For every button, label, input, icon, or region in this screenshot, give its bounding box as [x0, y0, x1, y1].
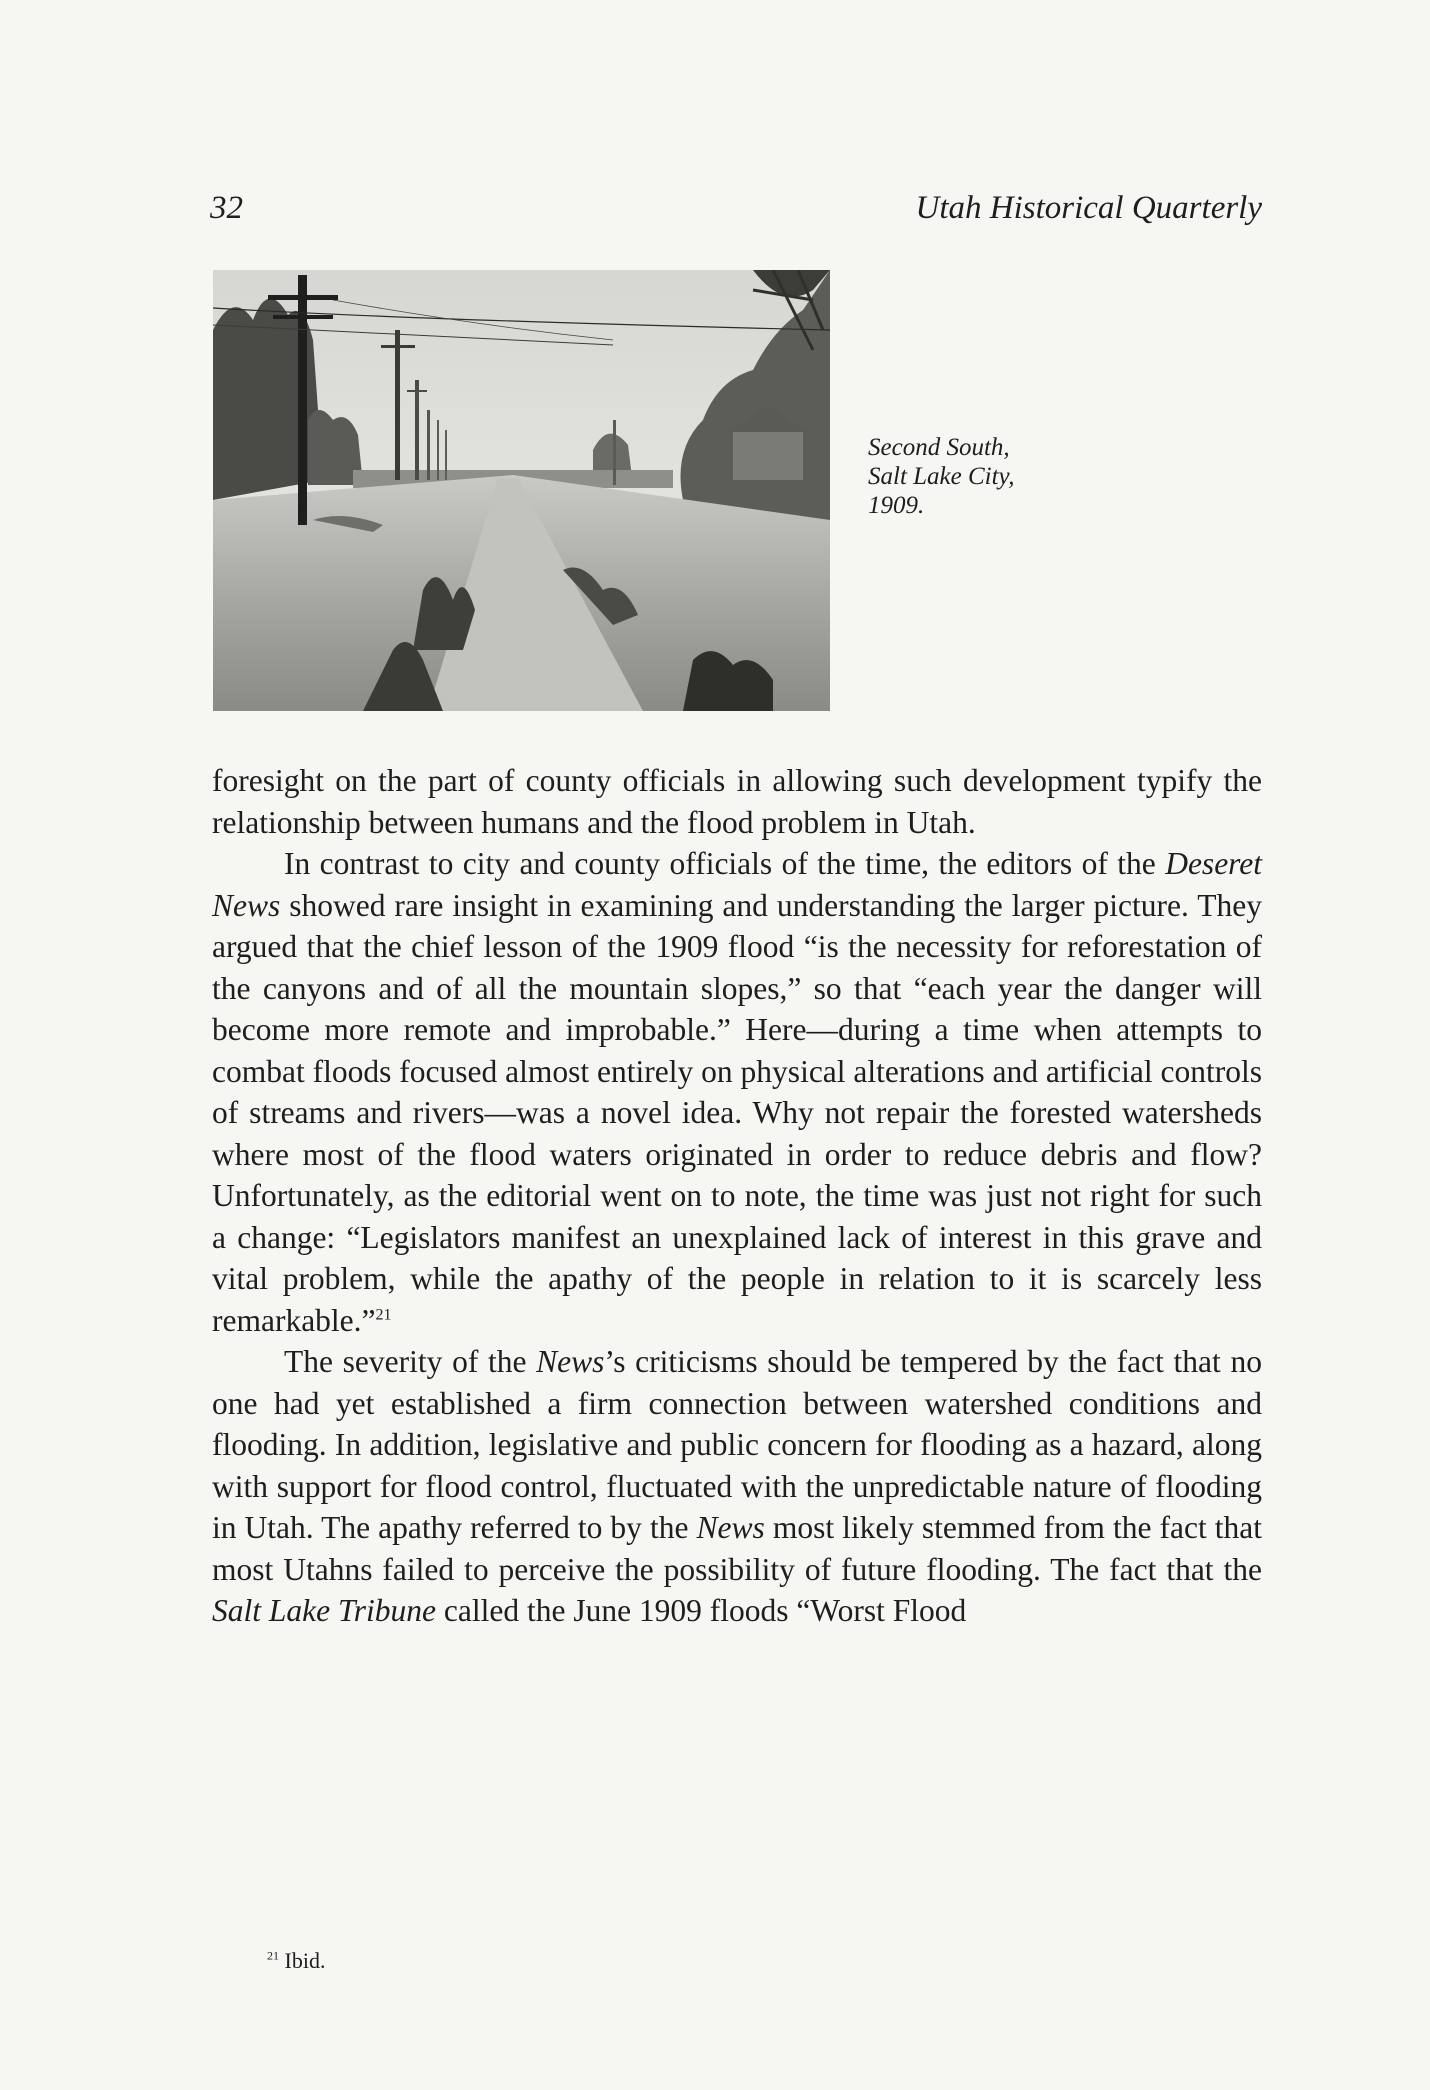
- footnote: [267, 1948, 325, 1974]
- paragraph: [212, 1341, 1262, 1632]
- paragraph: [212, 843, 1262, 1341]
- footnote-reference: 21: [375, 1306, 392, 1323]
- footnote-number: 21: [267, 1948, 279, 1963]
- newspaper-title: Salt Lake Tribune: [212, 1593, 437, 1628]
- footnote-text: Ibid.: [284, 1948, 326, 1973]
- caption-line: Salt Lake City,: [868, 463, 1015, 490]
- newspaper-title: News: [536, 1344, 605, 1379]
- caption-line: Second South,: [868, 434, 1010, 461]
- figure-caption: [868, 433, 1015, 520]
- flooded-street-photo: [213, 270, 830, 711]
- newspaper-title: News: [696, 1510, 765, 1545]
- running-head: Utah Historical Quarterly: [915, 190, 1262, 226]
- text-run: showed rare insight in examining and understanding the larger picture. They argued that the chief lesson of the 1909 flood “is the necessity for reforestation of the canyons and of all the mountain slopes,” so that “each year the danger will become more remote and improbable.” Here—during a time when attempts to combat floods focused almost entirely on physical alterations and artificial controls of streams and rivers—was a novel idea. Why not repair the forested watersheds where most of the flood waters originated in order to reduce debris and flow? Unfortunately, as the editorial went on to note, the time was just not right for such a change: “Legislators manifest an unexplained lack of interest in this grave and vital problem, while the apathy of the people in relation to it is scarcely less remarkable.”: [212, 887, 1262, 1338]
- text-run: ’s criticisms should be tempered by the fact that no one had yet established a firm connection between watershed conditions and flooding. In addition, legislative and public concern for flooding as a hazard, along with support for flood control, fluctuated with the unpredictable nature of flooding in Utah. The apathy referred to by the: [212, 1344, 1262, 1545]
- text-run: The severity of the: [284, 1344, 537, 1379]
- text-run: most likely stemmed from the fact that most Utahns failed to perceive the possibility of future flooding. The fact that the: [212, 1510, 1262, 1587]
- text-run: In contrast to city and county officials of the time, the editors of the: [284, 846, 1166, 881]
- newspaper-title: Deseret News: [212, 846, 1262, 923]
- paragraph: foresight on the part of county officials in allowing such development typify the relationship between humans and the flood problem in Utah.: [212, 763, 1262, 840]
- text-run: called the June 1909 floods “Worst Flood: [436, 1593, 967, 1628]
- body-text: [212, 760, 1262, 1632]
- caption-line: 1909.: [868, 492, 925, 519]
- page-number: 32: [210, 190, 243, 226]
